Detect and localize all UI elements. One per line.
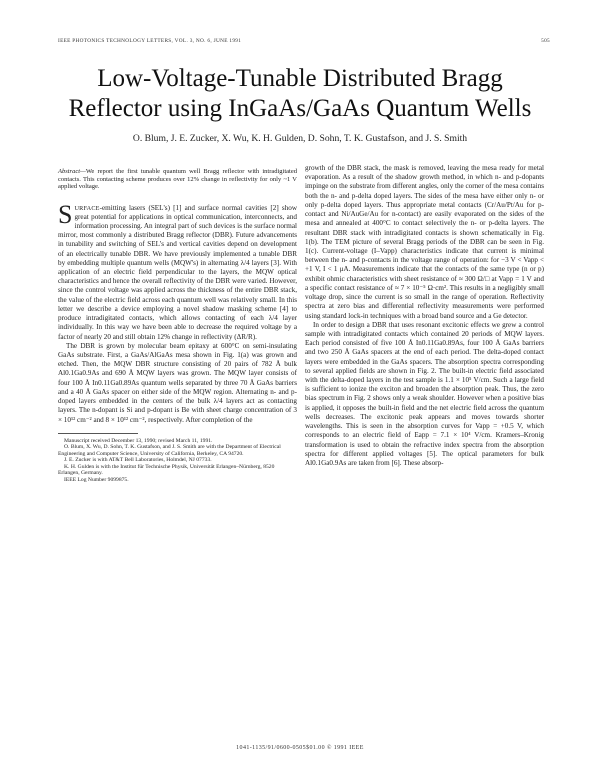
- footnote-affiliation-berkeley: O. Blum, X. Wu, D. Sohn, T. K. Gustafson, and J. S. Smith are with the Department of Electrical Engineering and Computer Science, University of California, Berkeley, CA 94720.: [58, 444, 281, 457]
- growth-paragraph: The DBR is grown by molecular beam epitaxy at 600°C on semi-insulating GaAs substrate. First, a GaAs/AlGaAs mesa shown in Fig. 1(a) was grown and etched. Then, the MQW DBR structure consisting of 20 pairs of 782 Å bulk Al0.1Ga0.9As and 690 Å MQW layers was grown. The MQW layer consists of four 100 Å In0.11Ga0.89As quantum wells separated by three 70 Å GaAs barriers and a 40 Å GaAs spacer on either side of the MQW region. Alternating n- and p-doped layers embedded in the centers of the bulk λ/4 layers act as contacting layers. The n-dopant is Si and p-dopant is Be with sheet charge concentration of 3 × 10¹² cm⁻² and 8 × 10¹² cm⁻², respectively. After completion of the: [58, 341, 297, 424]
- abstract-text: We report the first tunable quantum well Bragg reflector with intradigitated contacts. This contacting scheme produces over 12% change in reflectivity for only ~1 V applied voltage.: [58, 168, 297, 190]
- footnote-rule: [58, 433, 138, 434]
- abstract: [58, 168, 297, 191]
- fabrication-paragraph: growth of the DBR stack, the mask is removed, leaving the mesa ready for metal evaporation. As a result of the shadow growth method, in which n- and p-dopants impinge on the substrate from different angles, only the corner of the mesa contains both the n- and p-delta doped layers. The sides of the mesa have either only n- or only p-delta doped layers. Thus appropriate metal contacts (Cr/Au/Pt/Au for p-contact and Ni/AuGe/Au for n-contact) are easily evaporated on the sides of the mesa and annealed at 400°C to contact selectively the n- or p-delta layers. The resultant DBR stack with intradigitated contacts is shown schematically in Fig. 1(b). The TEM picture of several Bragg periods of the DBR can be seen in Fig. 1(c). Current-voltage (I–Vapp) characteristics indicate that current is minimal between the n- and p-contacts in the voltage range of operation: for −3 V < Vapp < +1 V, I < 1 μA. Measurements indicate that the contacts of the same type (n or p) exhibit ohmic characteristics with sheet resistance of ≈ 300 Ω/□ at Vapp = 1 V and a specific contact resistance of ≈ 7 × 10⁻⁵ Ω·cm². This results in a negligibly small voltage drop, since the current is so small in the range of operation. Reflectivity spectra at zero bias and differential reflectivity measurements were performed using standard lock-in techniques with a broad band source and a Ge detector.: [305, 164, 545, 320]
- running-header: [58, 38, 550, 44]
- intro-text: -emitting lasers (SEL's) [1] and surface normal cavities [2] show great potential for applications in optical communication, interconnects, and information processing. An integral part of such devices is the surface normal mirror, most commonly a distributed Bragg reflector (DBR). Future advancements in tunability and switching of SEL's and vertical cavities depend on development of an electrically tunable DBR. We have previously implemented a tunable DBR by embedding multiple quantum wells (MQW's) in alternating λ/4 layers [3]. With application of an electric field perpendicular to the layers, the MQW optical characteristics and hence the overall reflectivity of the DBR were varied. However, since the control voltage was applied across the thickness of the entire DBR stack, the value of the electric field across each quantum well was relatively small. In this letter we describe a device employing a novel shadow masking scheme [4] to produce intradigitated contacts, which allows contacting of each λ/4 layer individually. In this way we have been able to decrease the required voltage by a factor of nearly 20 and still obtain 12% change in reflectivity (ΔR/R).: [58, 203, 297, 341]
- left-column: [58, 168, 297, 483]
- abstract-label: Abstract—: [58, 168, 86, 175]
- intro-paragraph: [58, 199, 297, 342]
- page-number: 505: [541, 38, 550, 44]
- footnotes: [58, 438, 297, 484]
- absorption-paragraph: In order to design a DBR that uses resonant excitonic effects we grew a control sample with intradigitated contacts which contained 20 periods of MQW layers. Each period consisted of five 100 Å In0.11Ga0.89As, four 100 Å GaAs barriers and two 250 Å GaAs spacers at the end of each period. The delta-doped contact layers were embedded in the GaAs spacers. The absorption spectra corresponding to several applied fields are shown in Fig. 2. The built-in electric field associated with the delta-doped layers in the test sample is 1.1 × 10⁵ V/cm. Such a large field is sufficient to ionize the exciton and broaden the absorption peak. Thus, the zero bias spectrum in Fig. 2 shows only a weak shoulder. However when a positive bias is applied, it opposes the built-in field and the net electric field across the quantum wells decreases. The excitonic peak appears and moves towards shorter wavelengths. This is seen in the absorption curves for Vapp = +0.5 V, which corresponds to an electric field of Eapp = 7.1 × 10⁴ V/cm. Kramers–Kronig transformation is used to obtain the refractive index spectra from the absorption spectra for different applied voltages [5]. The optical parameters for bulk Al0.1Ga0.9As are taken from [6]. These absorp-: [305, 320, 544, 467]
- journal-header: IEEE PHOTONICS TECHNOLOGY LETTERS, VOL. 3, NO. 6, JUNE 1991: [58, 38, 242, 44]
- smallcaps-lead: URFACE: [74, 204, 100, 212]
- title-line-2: Reflector using InGaAs/GaAs Quantum Wells: [68, 95, 532, 122]
- copyright-footer: 1041-1135/91/0600-0505$01.00 © 1991 IEEE: [236, 745, 364, 751]
- title-line-1: Low-Voltage-Tunable Distributed Bragg: [97, 65, 503, 92]
- right-column: [305, 164, 544, 468]
- footnote-manuscript: Manuscript received December 13, 1990; revised March 11, 1991.: [64, 437, 213, 444]
- paper-title: [40, 64, 560, 124]
- footnote-affiliation-att: J. E. Zucker is with AT&T Bell Laboratories, Holmdel, NJ 07733.: [64, 457, 212, 464]
- drop-cap: S: [58, 199, 73, 229]
- footnote-log-number: IEEE Log Number 9099875.: [64, 476, 129, 483]
- footnote-affiliation-erlangen: K. H. Gulden is with the Institut für Technische Physik, Universität Erlangen–Nürnberg, 8520 Erlangen, Germany.: [58, 463, 275, 477]
- author-list: O. Blum, J. E. Zucker, X. Wu, K. H. Gulden, D. Sohn, T. K. Gustafson, and J. S. Smith: [132, 133, 468, 144]
